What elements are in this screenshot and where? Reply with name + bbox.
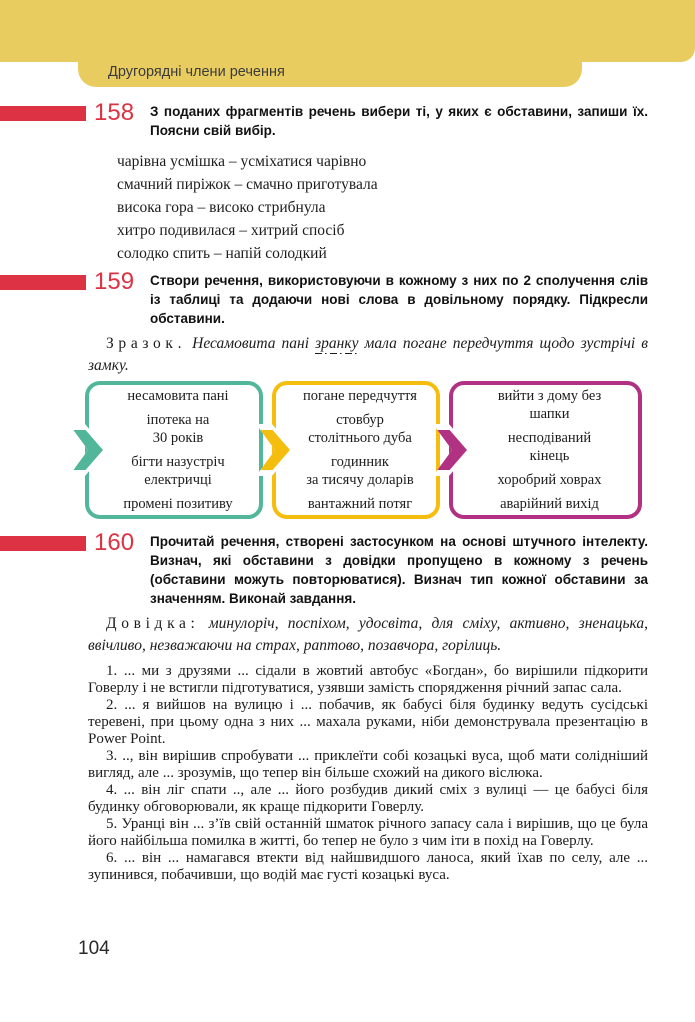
exercise-instruction: Прочитай речення, створені застосунком на основі штучного інтелекту. Визнач, які обставини з довідки пропущено в кожному з речень (обставини можуть повторюватися). Визнач тип кожної обставини за значенням. Виконай завдання. <box>150 534 648 606</box>
sentence: 2. ... я вийшов на вулицю і ... побачив, як бабусі біля будинку ведуть сусідські теревені, при цьому одна з них ... махала руками, ніби демонструвала презентацію в Power Point. <box>88 697 648 747</box>
sentence: 1. ... ми з друзями ... сідали в жовтий автобус «Богдан», бо вирішили підкорити Говерлу і не встигли підготуватися, узявши замість спорядження річний запас сала. <box>88 663 648 696</box>
phrase-item: погане передчуття <box>303 388 417 404</box>
phrase-item: бігти назустріч електричці <box>131 454 225 488</box>
exercise-instruction: З поданих фрагментів речень вибери ті, у яких є обставини, запиши їх. Поясни свій вибір. <box>150 104 648 138</box>
phrase-box <box>272 381 440 519</box>
phrase-boxes <box>85 381 695 519</box>
exercise-marker-bar <box>0 275 86 290</box>
word-pair: смачний пиріжок – смачно приготувала <box>117 176 378 193</box>
phrase-item: аварійний вихід <box>500 496 599 512</box>
reference-label: Довідка: <box>106 615 200 632</box>
exercise-instruction: Створи речення, використовуючи в кожному з них по 2 сполучення слів із таблиці та додаючи нові слова в довільному порядку. Підкресли обставини. <box>150 273 648 326</box>
sentence: 4. ... він ліг спати .., але ... його розбудив дикий сміх з вулиці — це бабусі біля будинку обговорювали, як краще підкорити Говерлу. <box>88 782 648 815</box>
reference-list <box>88 613 648 657</box>
exercise-marker-bar <box>0 106 86 121</box>
word-pair: солодко спить – напій солодкий <box>117 245 327 262</box>
word-pair: хитро подивилася – хитрий спосіб <box>117 222 345 239</box>
phrase-item: вантажний потяг <box>307 496 413 512</box>
phrase-box <box>85 381 263 519</box>
underlined-adverbial: зранку <box>315 335 359 352</box>
phrase-item: хоробрий ховрах <box>497 472 602 488</box>
exercise-160-header <box>0 529 648 608</box>
phrase-item: несамовита пані <box>127 388 229 404</box>
word-pair: чарівна усмішка – усміхатися чарівно <box>117 153 367 170</box>
sample-sentence <box>88 333 648 377</box>
word-pair: висока гора – високо стрибнула <box>117 199 326 216</box>
phrase-item: стовбур столітнього дуба <box>308 412 412 446</box>
phrase-item: несподіваний кінець <box>507 430 592 464</box>
chevron-arrow-icon <box>69 424 107 476</box>
reference-words: минулоріч, поспіхом, удосвіта, для сміху, активно, зненацька, ввічливо, незважаючи на страх, раптово, позавчора, горілиць. <box>88 615 648 654</box>
phrase-item: промені позитиву <box>123 496 233 512</box>
sample-prefix: Несамовита пані <box>186 335 316 352</box>
sentences <box>88 663 648 884</box>
exercise-number: 160 <box>94 529 135 556</box>
word-pairs <box>117 150 648 265</box>
sentence: 5. Уранці він ... з’їв свій останній шматок річного запасу сала і вирішив, що це була його найбільша помилка в житті, бо тепер не було з чим іти в похід на Говерлу. <box>88 816 648 849</box>
sample-suffix: мала погане передчуття щодо зустрічі в замку. <box>88 335 648 374</box>
exercise-158-header <box>0 99 648 140</box>
exercise-marker-bar <box>0 536 86 551</box>
phrase-item: годинник за тисячу доларів <box>306 454 414 488</box>
phrase-box <box>449 381 642 519</box>
sentence: 3. .., він вирішив спробувати ... приклеїти собі козацькі вуса, щоб мати солідніший вигляд, але ... зрозумів, що тепер він більше схожий на дикого віслюка. <box>88 748 648 781</box>
page-number: 104 <box>78 938 110 959</box>
phrase-item: іпотека на 30 років <box>146 412 210 446</box>
sample-label: Зразок. <box>106 335 187 352</box>
exercise-number: 158 <box>94 99 135 126</box>
sentence: 6. ... він ... намагався втекти від найшвидшого ланоса, який їхав по селу, але ... зупинився, побачивши, що водій має густі козацькі вуса. <box>88 850 648 883</box>
chapter-title: Другорядні члени речення <box>108 64 285 80</box>
exercise-159-header <box>0 268 648 328</box>
exercise-number: 159 <box>94 268 135 295</box>
phrase-item: вийти з дому без шапки <box>497 388 602 422</box>
